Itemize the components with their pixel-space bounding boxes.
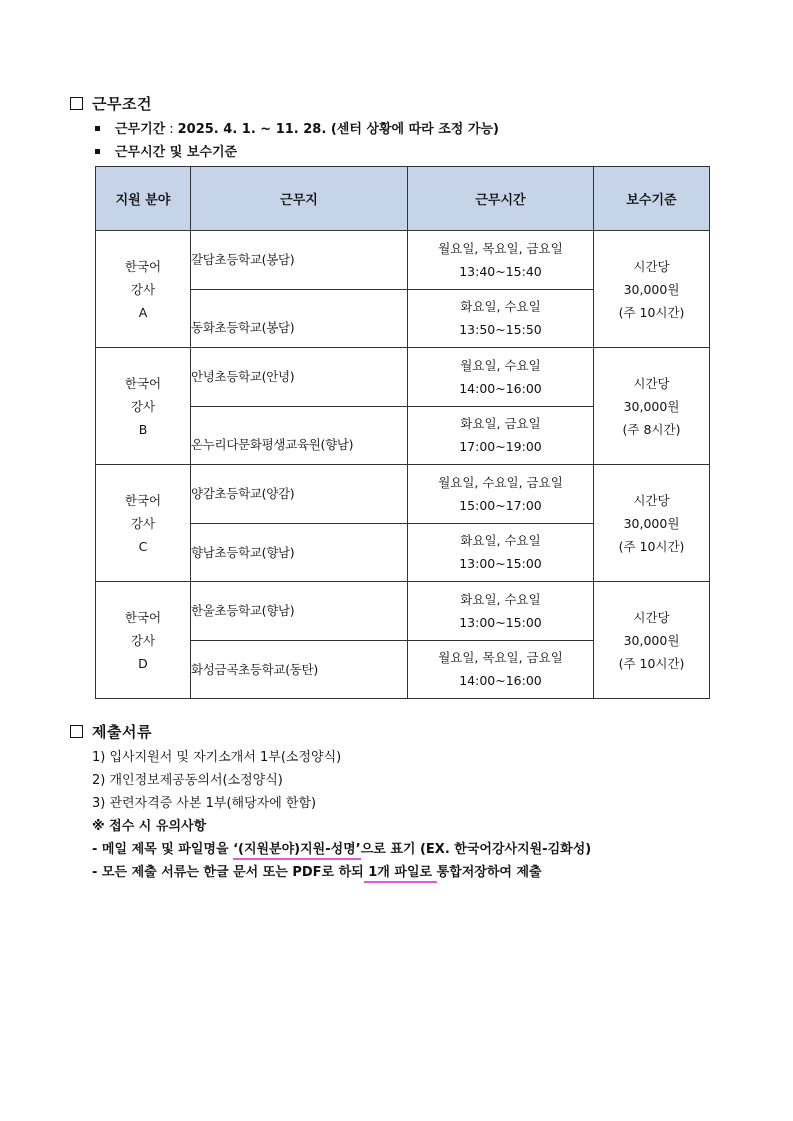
document-item-1: 1) 입사지원서 및 자기소개서 1부(소정양식) [92, 750, 342, 765]
pay-cell: 시간당 30,000원 (주 10시간) [594, 231, 710, 348]
time-cell: 월요일, 목요일, 금요일 14:00~16:00 [408, 640, 594, 699]
time-cell: 화요일, 수요일 13:50~15:50 [408, 289, 594, 348]
checkbox-square-icon [70, 97, 83, 110]
header-field: 지원 분야 [96, 167, 191, 231]
header-pay: 보수기준 [594, 167, 710, 231]
header-place: 근무지 [191, 167, 408, 231]
schedule-table [95, 166, 710, 699]
place-cell: 갈담초등학교(봉담) [191, 231, 408, 290]
square-bullet-icon [95, 149, 100, 154]
table-row [96, 465, 710, 524]
work-period-label: 근무기간 [115, 122, 166, 137]
notice-line-2: - 모든 제출 서류는 한글 문서 또는 PDF로 하되 1개 파일로 통합저장하여 제출 [92, 861, 542, 880]
time-cell: 월요일, 목요일, 금요일 13:40~15:40 [408, 231, 594, 290]
pay-cell: 시간당 30,000원 (주 8시간) [594, 348, 710, 465]
time-cell: 월요일, 수요일, 금요일 15:00~17:00 [408, 465, 594, 524]
field-cell: 한국어 강사 C [96, 465, 191, 582]
place-cell: 안녕초등학교(안녕) [191, 348, 408, 407]
work-period-separator: : [169, 122, 174, 137]
time-cell: 화요일, 금요일 17:00~19:00 [408, 406, 594, 465]
work-period-line [95, 118, 499, 137]
field-cell: 한국어 강사 D [96, 582, 191, 699]
place-cell: 한울초등학교(향남) [191, 582, 408, 641]
table-row [96, 582, 710, 641]
notice-title: ※ 접수 시 유의사항 [92, 819, 207, 834]
time-cell: 화요일, 수요일 13:00~15:00 [408, 523, 594, 582]
square-bullet-icon [95, 126, 100, 131]
field-cell: 한국어 강사 A [96, 231, 191, 348]
work-period-value: 2025. 4. 1. ~ 11. 28. (센터 상황에 따라 조정 가능) [177, 122, 499, 137]
table-header-row [96, 167, 710, 231]
section-title-work-conditions: 근무조건 [70, 93, 152, 114]
highlighted-single-file: 1개 파일로 [364, 865, 437, 883]
highlighted-filename-format: ‘(지원분야)지원-성명’ [233, 842, 361, 860]
hours-pay-line [95, 141, 237, 160]
document-item-3: 3) 관련자격증 사본 1부(해당자에 한함) [92, 796, 317, 811]
checkbox-square-icon [70, 725, 83, 738]
field-cell: 한국어 강사 B [96, 348, 191, 465]
time-cell: 화요일, 수요일 13:00~15:00 [408, 582, 594, 641]
place-cell: 동화초등학교(봉담) [191, 289, 408, 348]
header-hours: 근무시간 [408, 167, 594, 231]
pay-cell: 시간당 30,000원 (주 10시간) [594, 465, 710, 582]
table-row [96, 231, 710, 290]
notice-line-1: - 메일 제목 및 파일명을 ‘(지원분야)지원-성명’으로 표기 (EX. 한국어강사지원-김화성) [92, 838, 591, 857]
table-row [96, 348, 710, 407]
hours-pay-label: 근무시간 및 보수기준 [115, 145, 238, 160]
place-cell: 향남초등학교(향남) [191, 523, 408, 582]
time-cell: 월요일, 수요일 14:00~16:00 [408, 348, 594, 407]
place-cell: 화성금곡초등학교(동탄) [191, 640, 408, 699]
place-cell: 양감초등학교(양감) [191, 465, 408, 524]
section-title-documents: 제출서류 [70, 721, 152, 742]
pay-cell: 시간당 30,000원 (주 10시간) [594, 582, 710, 699]
document-item-2: 2) 개인정보제공동의서(소정양식) [92, 773, 283, 788]
place-cell: 온누리다문화평생교육원(향남) [191, 406, 408, 465]
